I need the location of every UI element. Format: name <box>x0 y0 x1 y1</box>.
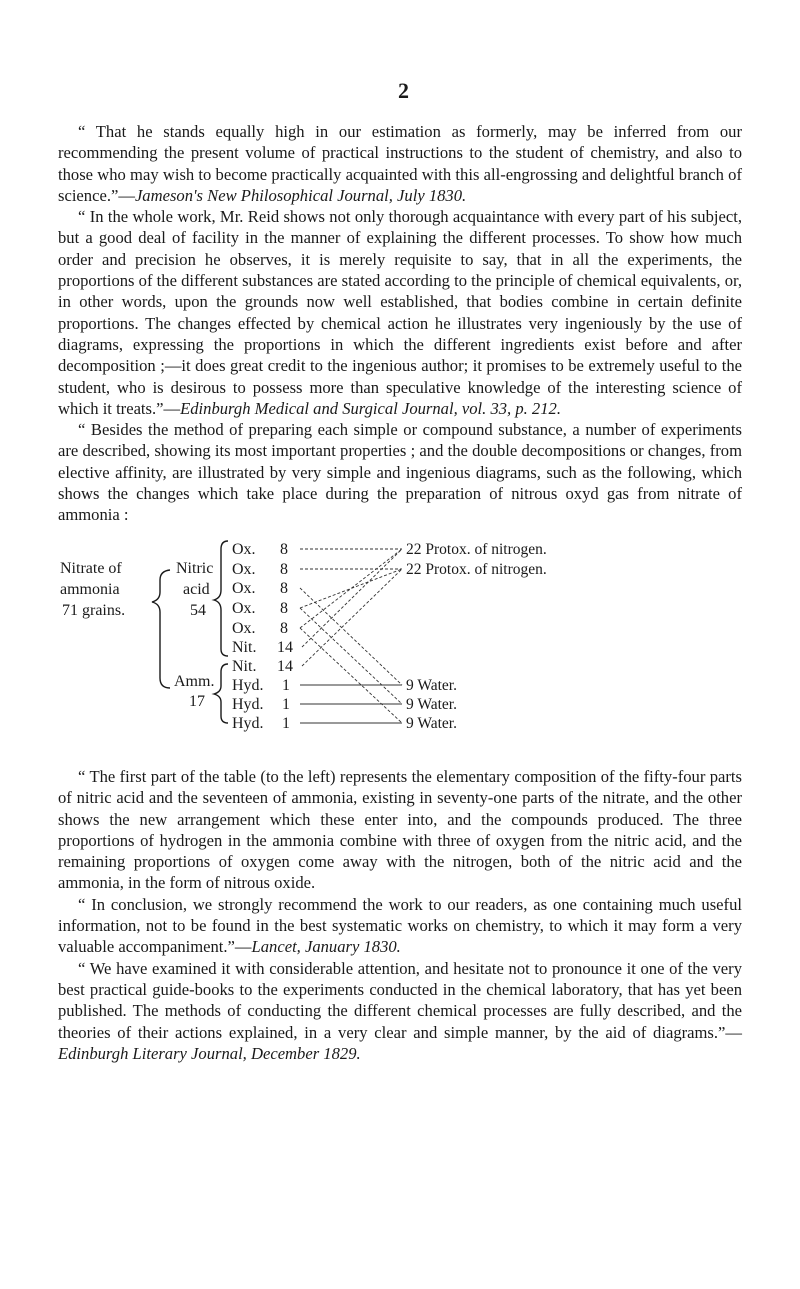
review-jameson <box>58 121 742 206</box>
element-value: 8 <box>280 620 288 637</box>
element-value: 8 <box>280 561 288 578</box>
review-source: Jameson's New Philosophical Journal, July 1830. <box>134 185 467 205</box>
review-text: “ Besides the method of preparing each simple or compound substance, a number of experiments are described, showing its most important properties ; and the double decompositions or changes, from elective affinity, are illustrated by very simple and ingenious diagrams, such as the following, which shows the changes which take place during the preparation of nitrous oxyd gas from nitrate of ammonia : <box>58 420 742 525</box>
product-label: 9 Water. <box>406 696 457 713</box>
review-source: Edinburgh Medical and Surgical Journal, vol. 33, p. 212. <box>180 398 561 418</box>
element-rows <box>232 541 293 732</box>
review-edinburgh-literary <box>58 958 742 1064</box>
ammonia-brace <box>214 664 228 723</box>
review-edinburgh-medical <box>58 206 742 419</box>
nitric-acid-value: 54 <box>190 602 206 619</box>
reaction-line <box>302 569 402 666</box>
element-value: 1 <box>282 696 290 713</box>
element-label: Nit. <box>232 658 257 675</box>
element-value: 8 <box>280 541 288 558</box>
review-text: “ We have examined it with considerable attention, and hesitate not to pronounce it one of the very best practical guide-books to the experiments conducted in the chemical laboratory, that has yet been published. The methods of conducting the different chemical processes are fully described, and the theories of their actions explained, in a very clear and simple manner, by the aid of diagrams.”— <box>58 958 742 1042</box>
review-text: “ That he stands equally high in our estimation as formerly, may be inferred from our recommending the present volume of practical instructions to the student of chemistry, and also to those who may wish to become practically acquainted with this all-engrossing and delightful branch of science.”— <box>58 122 742 205</box>
review-source: Edinburgh Literary Journal, December 1829. <box>58 1043 361 1063</box>
product-label: 9 Water. <box>406 715 457 732</box>
element-value: 1 <box>282 677 290 694</box>
element-value: 14 <box>277 639 293 656</box>
element-label: Hyd. <box>232 696 264 713</box>
element-value: 8 <box>280 600 288 617</box>
element-value: 1 <box>282 715 290 732</box>
ammonia-value: 17 <box>189 693 205 710</box>
element-label: Ox. <box>232 541 256 558</box>
review-source: Lancet, January 1830. <box>251 937 401 957</box>
element-label: Ox. <box>232 580 256 597</box>
review-diagram-intro <box>58 419 742 525</box>
nitric-acid-brace <box>214 541 228 656</box>
element-label: Ox. <box>232 600 256 617</box>
review-text: “ In the whole work, Mr. Reid shows not only thorough acquaintance with every part of his subject, but a good deal of facility in the manner of explaining the different processes. To show how much order and precision he observes, it is merely requisite to say, that in all the experiments, the proportions of the different substances are stated according to the principle of chemical equivalents, or, in other words, upon the grounds now well established, that bodies combine in certain definite proportions. The changes effected by chemical action he illustrates very ingeniously by the use of diagrams, expressing the proportions in which the different ingredients exist before and after decomposition ;—it does great credit to the ingenious author; it promises to be extremely useful to the student, who is desirous to possess more than speculative knowledge of the interesting science of which it treats.”— <box>58 207 742 418</box>
reaction-line <box>300 549 402 628</box>
element-label: Ox. <box>232 561 256 578</box>
nitric-acid-label: acid <box>183 581 210 598</box>
reaction-line <box>300 588 402 685</box>
element-label: Hyd. <box>232 677 264 694</box>
compound-label-line: ammonia <box>60 581 120 598</box>
element-label: Nit. <box>232 639 257 656</box>
compound-label-line: Nitrate of <box>60 560 122 577</box>
compound-label-line: 71 grains. <box>62 602 126 619</box>
reviews-upper <box>58 121 742 526</box>
reaction-line <box>300 569 402 608</box>
nitric-acid-label: Nitric <box>176 560 214 577</box>
element-label: Hyd. <box>232 715 264 732</box>
product-label: 9 Water. <box>406 677 457 694</box>
page-number: 2 <box>398 78 409 103</box>
review-lancet <box>58 894 742 958</box>
reaction-line <box>302 549 402 647</box>
reaction-line <box>300 628 402 723</box>
product-label: 22 Protox. of nitrogen. <box>406 541 547 558</box>
compound-brace <box>152 570 170 688</box>
reviews-lower <box>58 766 742 1064</box>
review-text: “ The first part of the table (to the left) represents the elementary composition of the fifty-four parts of nitric acid and the seventeen of ammonia, existing in seventy-one parts of the nitrate, and the other shows the new arrangement which these enter into, and the compounds produced. The three proportions of hydrogen in the ammonia combine with three of oxygen from the nitric acid, and the remaining proportions of oxygen come away with the nitrogen, both of the nitric acid and the ammonia, in the form of nitrous oxide. <box>58 767 742 893</box>
review-diagram-explanation <box>58 766 742 894</box>
element-value: 8 <box>280 580 288 597</box>
reaction-line <box>300 608 402 704</box>
review-text: “ In conclusion, we strongly recommend the work to our readers, as one containing much useful information, not to be found in the best systematic works on chemistry, to which it may form a very valuable accompaniment.”— <box>58 894 742 957</box>
product-label: 22 Protox. of nitrogen. <box>406 561 547 578</box>
ammonia-label: Amm. <box>174 673 215 690</box>
element-label: Ox. <box>232 620 256 637</box>
reaction-lines <box>300 549 402 723</box>
element-value: 14 <box>277 658 293 675</box>
